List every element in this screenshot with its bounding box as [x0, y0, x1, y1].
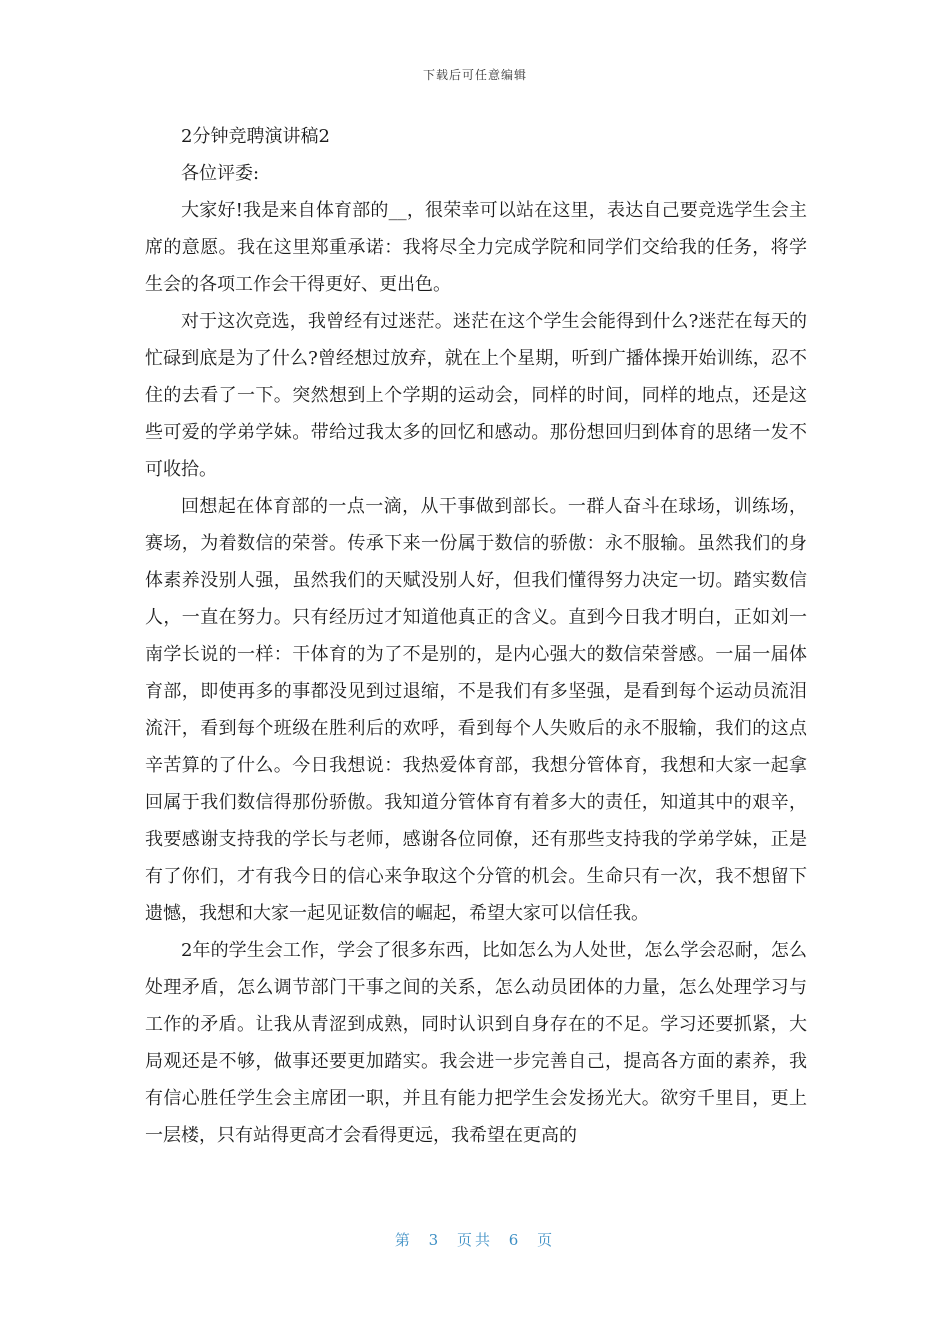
paragraph-1: 大家好!我是来自体育部的__，很荣幸可以站在这里，表达自己要竞选学生会主席的意愿。我在这里郑重承诺：我将尽全力完成学院和同学们交给我的任务，将学生会的各项工作会干得更好、更出色。 [145, 200, 807, 295]
paragraph-3: 回想起在体育部的一点一滴，从干事做到部长。一群人奋斗在球场，训练场，赛场，为着数信的荣誉。传承下来一份属于数信的骄傲：永不服输。虽然我们的身体素养没别人强，虽然我们的天赋没别人好，但我们懂得努力决定一切。踏实数信人，一直在努力。只有经历过才知道他真正的含义。直到今日我才明白，正如刘一南学长说的一样：干体育的为了不是别的，是内心强大的数信荣誉感。一届一届体育部，即使再多的事都没见到过退缩，不是我们有多坚强，是看到每个运动员流泪流汗，看到每个班级在胜利后的欢呼，看到每个人失败后的永不服输，我们的这点辛苦算的了什么。今日我想说：我热爱体育部，我想分管体育，我想和大家一起拿回属于我们数信得那份骄傲。我知道分管体育有着多大的责任，知道其中的艰辛，我要感谢支持我的学长与老师，感谢各位同僚，还有那些支持我的学弟学妹，正是有了你们，才有我今日的信心来争取这个分管的机会。生命只有一次，我不想留下遗憾，我想和大家一起见证数信的崛起，希望大家可以信任我。 [145, 496, 807, 924]
salutation: 各位评委: [181, 163, 260, 184]
document-title: 2分钟竞聘演讲稿2 [181, 126, 330, 147]
paragraph-2: 对于这次竞选，我曾经有过迷茫。迷茫在这个学生会能得到什么?迷茫在每天的忙碌到底是为了什么?曾经想过放弃，就在上个星期，听到广播体操开始训练，忍不住的去看了一下。突然想到上个学期的运动会，同样的时间，同样的地点，还是这些可爱的学弟学妹。带给过我太多的回忆和感动。那份想回归到体育的思绪一发不可收拾。 [145, 311, 807, 480]
page-header-note: 下载后可任意编辑 [422, 68, 527, 82]
paragraph-4: 2年的学生会工作，学会了很多东西，比如怎么为人处世，怎么学会忍耐，怎么处理矛盾，怎么调节部门干事之间的关系，怎么动员团体的力量，怎么处理学习与工作的矛盾。让我从青涩到成熟，同时认识到自身存在的不足。学习还要抓紧，大局观还是不够，做事还要更加踏实。我会进一步完善自己，提高各方面的素养，我有信心胜任学生会主席团一职，并且有能力把学生会发扬光大。欲穷千里目，更上一层楼，只有站得更高才会看得更远，我希望在更高的 [145, 940, 807, 1146]
document-body [145, 118, 807, 1154]
page-number: 第 3 页共 6 页 [394, 1231, 556, 1249]
